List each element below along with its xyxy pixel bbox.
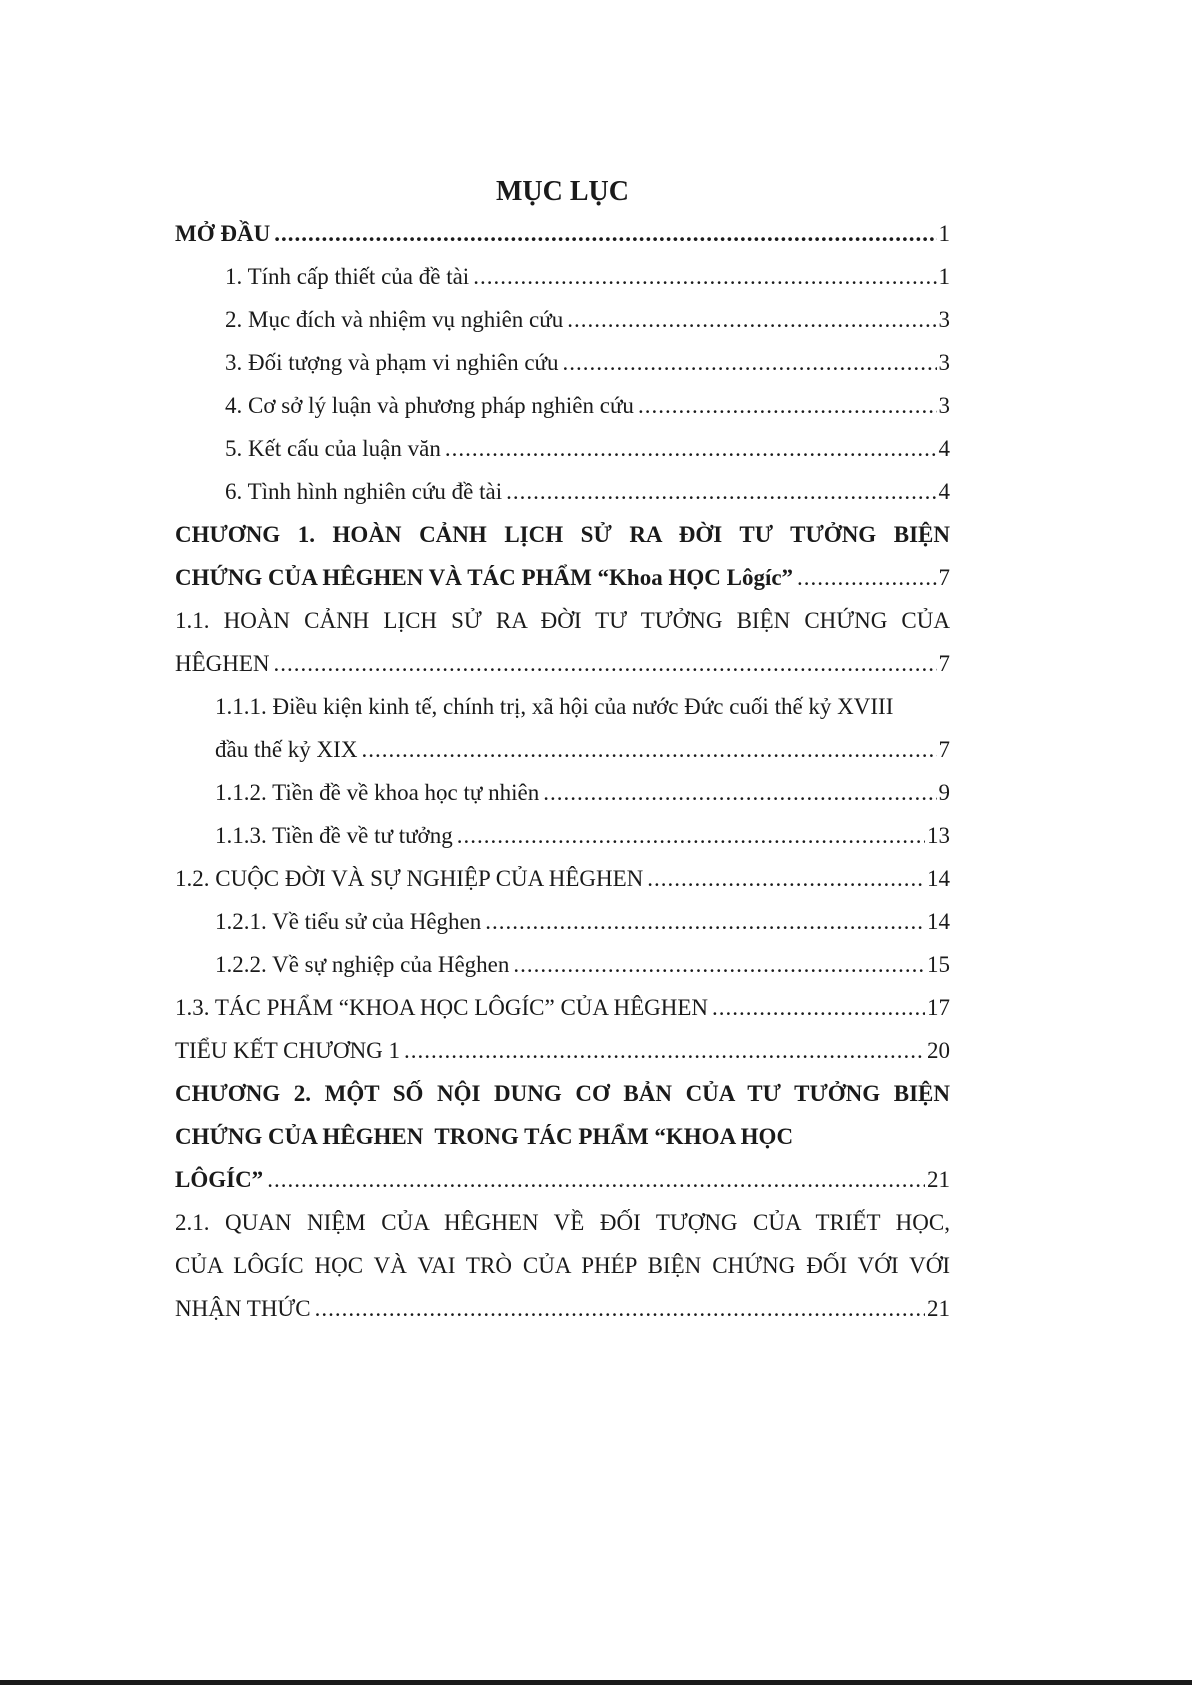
toc-entry-label: 6. Tình hình nghiên cứu đề tài [225, 479, 503, 504]
toc-entry-label: NHẬN THỨC [175, 1296, 311, 1321]
toc-page-number: 21 [927, 1167, 950, 1192]
toc-entry-4[interactable] [175, 384, 950, 427]
dot-leader [567, 298, 936, 341]
dot-leader [647, 857, 925, 900]
toc-page-number: 4 [938, 436, 950, 461]
dot-leader [638, 384, 937, 427]
dot-leader [361, 728, 936, 771]
dot-leader [457, 814, 925, 857]
toc-page-number: 14 [927, 866, 950, 891]
toc-page-number: 13 [927, 823, 950, 848]
bottom-border [0, 1680, 1192, 1685]
dot-leader [513, 943, 925, 986]
toc-page-number: 14 [927, 909, 950, 934]
page-title: MỤC LỤC [496, 176, 629, 207]
toc-entry-label-line1: 1.1. HOÀN CẢNH LỊCH SỬ RA ĐỜI TƯ TƯỞNG BIỆN CHỨNG CỦA [175, 608, 950, 633]
toc-entry-1-3[interactable] [175, 986, 950, 1029]
toc-entry-label: 4. Cơ sở lý luận và phương pháp nghiên cứu [225, 393, 634, 418]
toc-entry-5[interactable] [175, 427, 950, 470]
toc-page-number: 20 [927, 1038, 950, 1063]
toc-entry-1-2[interactable] [175, 857, 950, 900]
toc-entry-label: 1.1.2. Tiền đề về khoa học tự nhiên [215, 780, 540, 805]
dot-leader [485, 900, 925, 943]
toc-page-number: 7 [938, 737, 950, 762]
toc-entry-label: 5. Kết cấu của luận văn [225, 436, 441, 461]
dot-leader [506, 470, 936, 513]
toc-entry-label-line1: CHƯƠNG 1. HOÀN CẢNH LỊCH SỬ RA ĐỜI TƯ TƯỞNG BIỆN [175, 522, 950, 547]
toc-entry-label: CHỨNG CỦA HÊGHEN VÀ TÁC PHẨM “Khoa HỌC Lôgíc” [175, 565, 794, 590]
toc-entry-1-1-3[interactable] [175, 814, 950, 857]
toc-page-number: 3 [938, 393, 950, 418]
toc-entry-1-2-2[interactable] [175, 943, 950, 986]
toc-entry-label: 2. Mục đích và nhiệm vụ nghiên cứu [225, 307, 564, 332]
dot-leader [712, 986, 925, 1029]
toc-entry-3[interactable] [175, 341, 950, 384]
toc-entry-label: 1.1.3. Tiền đề về tư tưởng [215, 823, 453, 848]
toc-entry-chuong-2[interactable] [175, 1072, 950, 1201]
toc-page-number: 7 [938, 651, 950, 676]
dot-leader [445, 427, 937, 470]
toc-entry-label-line2: CHỨNG CỦA HÊGHEN TRONG TÁC PHẨM “KHOA HỌC [175, 1124, 794, 1149]
toc-entry-1-2-1[interactable] [175, 900, 950, 943]
toc-page-number: 3 [938, 307, 950, 332]
table-of-contents [175, 172, 950, 1330]
toc-entry-label-line1: 2.1. QUAN NIỆM CỦA HÊGHEN VỀ ĐỐI TƯỢNG CỦA TRIẾT HỌC, [175, 1210, 950, 1235]
toc-entry-label-line1: CHƯƠNG 2. MỘT SỐ NỘI DUNG CƠ BẢN CỦA TƯ TƯỞNG BIỆN [175, 1081, 950, 1106]
dot-leader [315, 1287, 925, 1330]
toc-entry-chuong-1[interactable] [175, 513, 950, 599]
toc-entry-label: đầu thế kỷ XIX [215, 737, 358, 762]
dot-leader [563, 341, 937, 384]
toc-entry-1-1[interactable] [175, 599, 950, 685]
toc-entry-label: 1.2.2. Về sự nghiệp của Hêghen [215, 952, 510, 977]
toc-page-number: 1 [938, 264, 950, 289]
toc-page-number: 9 [938, 780, 950, 805]
toc-entry-label-line2: CỦA LÔGÍC HỌC VÀ VAI TRÒ CỦA PHÉP BIỆN CHỨNG ĐỐI VỚI VỚI [175, 1253, 950, 1278]
toc-entry-label: TIỂU KẾT CHƯƠNG 1 [175, 1038, 401, 1063]
toc-entry-1[interactable] [175, 255, 950, 298]
toc-entry-tieu-ket-1[interactable] [175, 1029, 950, 1072]
toc-page-number: 21 [927, 1296, 950, 1321]
toc-page-number: 1 [938, 221, 950, 246]
toc-entry-mo-dau[interactable] [175, 212, 950, 255]
toc-entry-label-line1: 1.1.1. Điều kiện kinh tế, chính trị, xã hội của nước Đức cuối thế kỷ XVIII [215, 694, 894, 719]
toc-entry-label: 3. Đối tượng và phạm vi nghiên cứu [225, 350, 559, 375]
dot-leader [274, 212, 936, 255]
dot-leader [404, 1029, 925, 1072]
dot-leader [274, 642, 937, 685]
dot-leader [797, 556, 936, 599]
toc-entry-label: 1.2.1. Về tiểu sử của Hêghen [215, 909, 482, 934]
toc-entry-label: LÔGÍC” [175, 1167, 264, 1192]
toc-page-number: 7 [938, 565, 950, 590]
toc-entry-1-1-1[interactable] [175, 685, 950, 771]
toc-entry-label: HÊGHEN [175, 651, 270, 676]
dot-leader [543, 771, 936, 814]
toc-entry-1-1-2[interactable] [175, 771, 950, 814]
toc-page-number: 4 [938, 479, 950, 504]
toc-entry-label: 1.2. CUỘC ĐỜI VÀ SỰ NGHIỆP CỦA HÊGHEN [175, 866, 644, 891]
toc-entry-label: 1.3. TÁC PHẨM “KHOA HỌC LÔGÍC” CỦA HÊGHEN [175, 995, 709, 1020]
dot-leader [473, 255, 936, 298]
toc-page-number: 3 [938, 350, 950, 375]
dot-leader [267, 1158, 925, 1201]
toc-entry-label: 1. Tính cấp thiết của đề tài [225, 264, 470, 289]
toc-page-number: 17 [927, 995, 950, 1020]
toc-entry-label: MỞ ĐẦU [175, 221, 271, 246]
toc-page-number: 15 [927, 952, 950, 977]
toc-entry-2[interactable] [175, 298, 950, 341]
toc-entry-6[interactable] [175, 470, 950, 513]
toc-entry-2-1[interactable] [175, 1201, 950, 1330]
